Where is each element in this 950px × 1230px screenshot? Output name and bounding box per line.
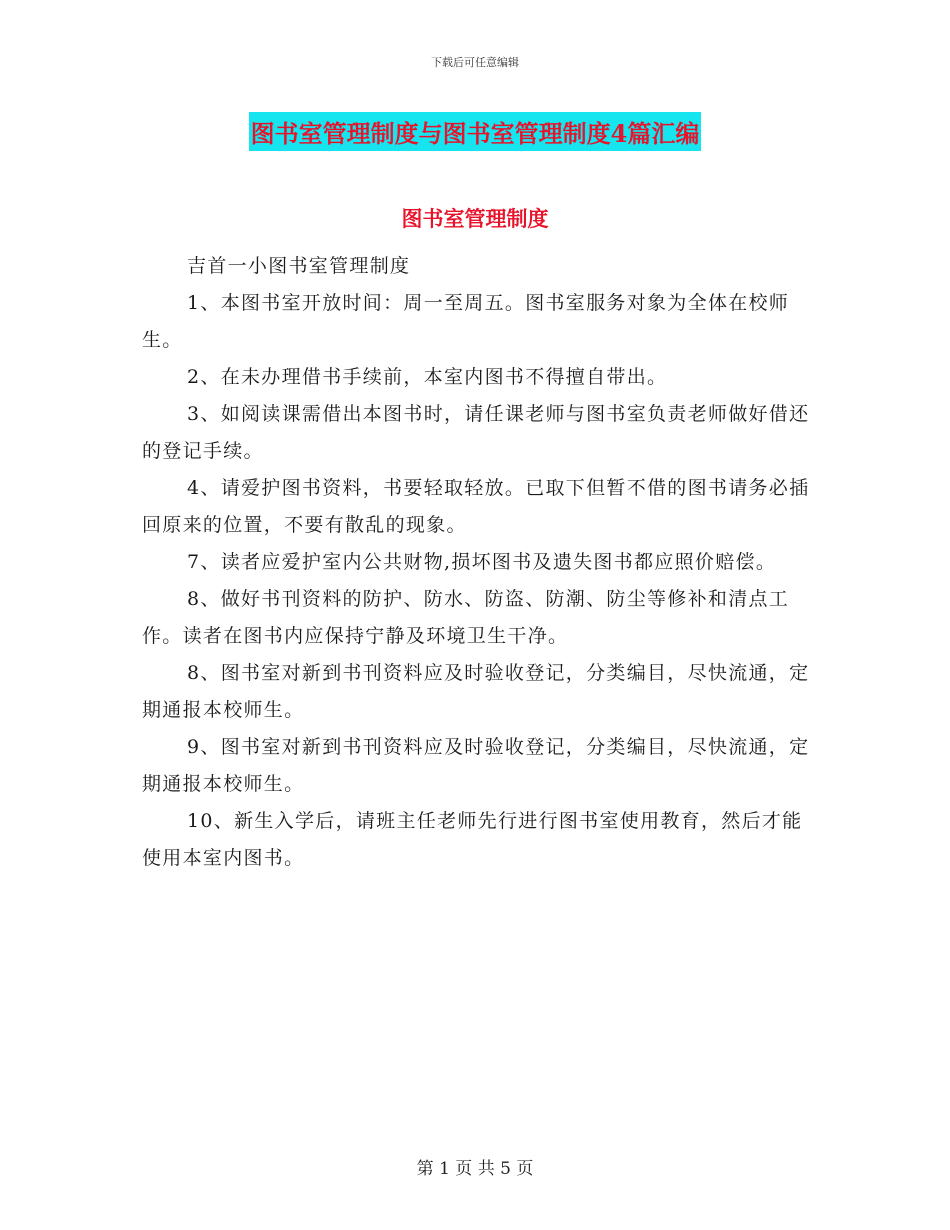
paragraph-rule-1: 1、本图书室开放时间：周一至周五。图书室服务对象为全体在校师生。: [142, 292, 790, 351]
paragraph-subtitle: 吉首一小图书室管理制度: [187, 255, 411, 277]
paragraph-rule-4: 4、请爱护图书资料，书要轻取轻放。已取下但暂不借的图书请务必插回原来的位置，不要有散乱的现象。: [142, 477, 810, 536]
document-title: 图书室管理制度与图书室管理制度4篇汇编: [249, 112, 702, 151]
paragraph-rule-8a: 8、做好书刊资料的防护、防水、防盗、防潮、防尘等修补和清点工作。读者在图书内应保持宁静及环境卫生干净。: [142, 588, 790, 647]
document-title-container: [0, 112, 950, 151]
paragraph-rule-8b: 8、图书室对新到书刊资料应及时验收登记，分类编目，尽快流通，定期通报本校师生。: [142, 662, 810, 721]
paragraph-rule-7: 7、读者应爱护室内公共财物,损坏图书及遗失图书都应照价赔偿。: [187, 551, 777, 573]
document-body: [142, 248, 822, 877]
page-number: 第 1 页 共 5 页: [416, 1159, 534, 1179]
paragraph-rule-10: 10、新生入学后，请班主任老师先行进行图书室使用教育，然后才能使用本室内图书。: [142, 810, 803, 869]
header-note: 下载后可任意编辑: [431, 56, 519, 69]
section-title: 图书室管理制度: [401, 206, 549, 231]
paragraph-rule-3: 3、如阅读课需借出本图书时，请任课老师与图书室负责老师做好借还的登记手续。: [142, 403, 810, 462]
paragraph-rule-2: 2、在未办理借书手续前，本室内图书不得擅自带出。: [187, 366, 668, 388]
paragraph-rule-9: 9、图书室对新到书刊资料应及时验收登记，分类编目，尽快流通，定期通报本校师生。: [142, 736, 810, 795]
